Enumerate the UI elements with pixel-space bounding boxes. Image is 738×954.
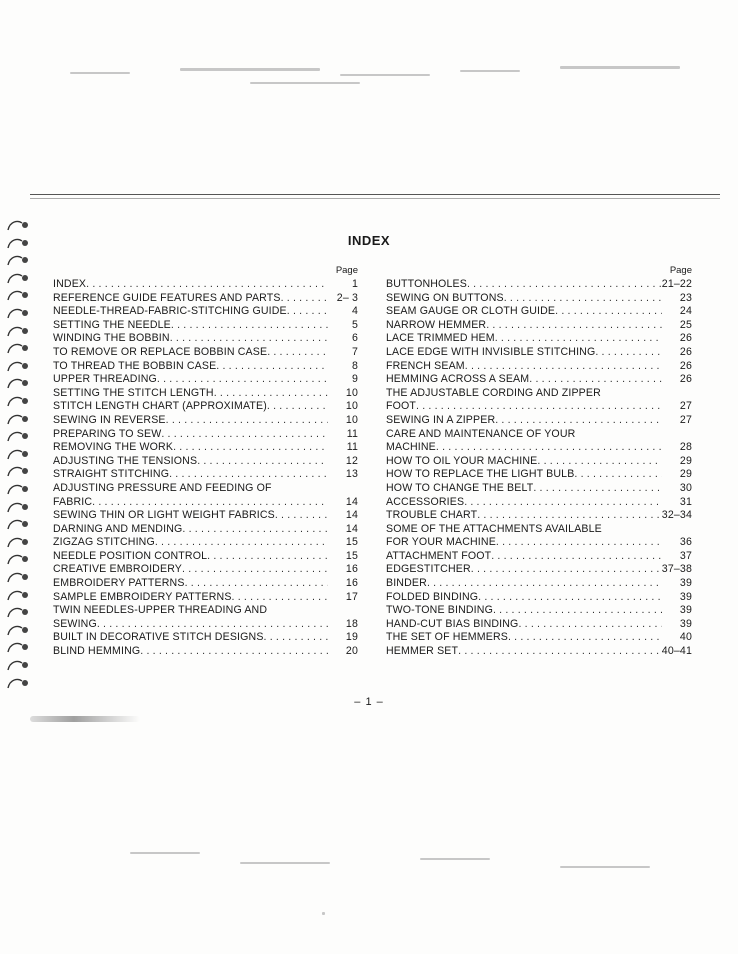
dot-leader (427, 577, 662, 591)
entry-title: UPPER THREADING (53, 373, 157, 386)
entry-title: ATTACHMENT FOOT (386, 549, 492, 562)
index-entry (53, 278, 358, 292)
index-entry (53, 428, 358, 442)
binding-coil-icon (6, 288, 32, 304)
entry-page-number: 29 (679, 454, 692, 467)
index-entry (53, 441, 358, 455)
binding-coil-icon (6, 359, 32, 375)
binding-coil-icon (6, 676, 32, 692)
entry-title: TO THREAD THE BOBBIN CASE (53, 359, 217, 372)
binding-coil-icon (6, 517, 32, 533)
dot-leader (486, 319, 662, 333)
entry-page-number: 24 (679, 305, 692, 318)
binding-coil-icon (6, 535, 32, 551)
dot-leader (496, 536, 662, 550)
index-column-right (386, 265, 692, 659)
dot-leader (155, 536, 328, 550)
dot-leader (493, 604, 662, 618)
dot-leader (166, 414, 328, 428)
entry-page-number: 16 (345, 563, 358, 576)
dot-leader (207, 550, 328, 564)
entry-page-number: 40 (679, 631, 692, 644)
binding-coil-icon (6, 271, 32, 287)
dot-leader (232, 591, 328, 605)
binding-coil-icon (6, 552, 32, 568)
index-entry (53, 631, 358, 645)
binding-coil-icon (6, 447, 32, 463)
entry-title: TO REMOVE OR REPLACE BOBBIN CASE (53, 345, 268, 358)
entry-page-number: 29 (679, 468, 692, 481)
dot-leader (529, 373, 662, 387)
page-title: INDEX (347, 233, 391, 248)
entry-page-number: 11 (346, 441, 358, 454)
entry-title: CREATIVE EMBROIDERY (53, 563, 183, 576)
dot-leader (467, 278, 662, 292)
entry-page-number: 13 (345, 468, 358, 481)
entry-title: FOLDED BINDING (386, 590, 479, 603)
entry-page-number: 40–41 (661, 645, 692, 658)
entry-page-number: 2– 3 (336, 291, 358, 304)
entry-title: BINDER (386, 577, 427, 590)
spiral-binding (6, 218, 36, 698)
entry-title: HAND-CUT BIAS BINDING (386, 617, 519, 630)
dot-leader (491, 550, 662, 564)
entry-title: WINDING THE BOBBIN (53, 332, 170, 345)
index-entry (53, 319, 358, 333)
dot-leader (465, 360, 662, 374)
entry-page-number: 9 (351, 373, 358, 386)
binding-coil-icon (6, 623, 32, 639)
index-entry (53, 523, 358, 537)
entry-page-number: 39 (679, 604, 692, 617)
index-entry (386, 373, 692, 387)
entry-title: THE ADJUSTABLE CORDING AND ZIPPER (386, 386, 601, 399)
entry-title-continued: FOOT (386, 400, 417, 413)
entry-page-number: 18 (345, 617, 358, 630)
index-entry (53, 550, 358, 564)
entry-page-number: 32–34 (661, 509, 692, 522)
index-entry (53, 455, 358, 469)
page-number-footer: – 1 – (354, 696, 384, 708)
entry-page-number: 17 (345, 590, 358, 603)
entry-title: SEAM GAUGE OR CLOTH GUIDE (386, 305, 556, 318)
page-column-header: Page (335, 265, 358, 276)
index-entry (386, 468, 692, 482)
entry-title: SEWING ON BUTTONS (386, 291, 504, 304)
dot-leader (157, 373, 328, 387)
binding-coil-icon (6, 341, 32, 357)
index-entry (53, 305, 358, 319)
binding-coil-icon (6, 588, 32, 604)
dot-leader (214, 387, 328, 401)
index-entry (53, 563, 358, 577)
entry-title: ZIGZAG STITCHING (53, 536, 155, 549)
dot-leader (436, 441, 662, 455)
dot-leader (170, 332, 328, 346)
index-entry (53, 373, 358, 387)
entry-title: NEEDLE POSITION CONTROL (53, 549, 208, 562)
dot-leader (504, 292, 662, 306)
dot-leader (171, 319, 328, 333)
entry-page-number: 20 (345, 645, 358, 658)
dot-leader (281, 292, 328, 306)
binding-coil-icon (6, 464, 32, 480)
dot-leader (267, 346, 328, 360)
entry-page-number: 39 (679, 577, 692, 590)
index-entry (53, 482, 358, 509)
entry-page-number: 21–22 (661, 278, 692, 290)
index-entry (386, 509, 692, 523)
entry-page-number: 10 (345, 400, 358, 413)
entry-page-number: 8 (351, 359, 358, 372)
index-entry (53, 360, 358, 374)
index-entry (386, 346, 692, 360)
index-entry (386, 496, 692, 510)
entry-title: ADJUSTING PRESSURE AND FEEDING OF (53, 481, 272, 494)
entry-title: NARROW HEMMER (386, 318, 487, 331)
entry-title: DARNING AND MENDING (53, 522, 183, 535)
entry-page-number: 14 (345, 522, 358, 535)
index-column-left (53, 265, 358, 659)
entry-page-number: 15 (345, 549, 358, 562)
index-entry (386, 563, 692, 577)
binding-coil-icon (6, 640, 32, 656)
dot-leader (287, 305, 328, 319)
entry-page-number: 16 (345, 577, 358, 590)
entry-page-number: 12 (345, 454, 358, 467)
index-entry (386, 591, 692, 605)
entry-title: THE SET OF HEMMERS (386, 631, 508, 644)
entry-page-number: 11 (346, 427, 358, 440)
entry-page-number: 19 (345, 631, 358, 644)
entry-page-number: 5 (351, 318, 358, 331)
index-entry (53, 332, 358, 346)
dot-leader (537, 455, 662, 469)
index-entry (386, 319, 692, 333)
index-entry (386, 631, 692, 645)
dot-leader (86, 278, 328, 292)
index-list-left (53, 278, 358, 659)
entry-title: HEMMER SET (386, 645, 459, 658)
binding-coil-icon (6, 218, 32, 234)
entry-title: TWO-TONE BINDING (386, 604, 493, 617)
index-entry (386, 645, 692, 659)
entry-title: HOW TO OIL YOUR MACHINE (386, 454, 538, 467)
dot-leader (518, 618, 662, 632)
entry-page-number: 10 (345, 413, 358, 426)
entry-title: LACE TRIMMED HEM (386, 332, 495, 345)
entry-title: TWIN NEEDLES-UPPER THREADING AND (53, 604, 268, 617)
binding-coil-icon (6, 658, 32, 674)
dot-leader (477, 509, 662, 523)
binding-coil-icon (6, 429, 32, 445)
entry-page-number: 39 (679, 617, 692, 630)
entry-title: SETTING THE NEEDLE (53, 318, 171, 331)
dot-leader (185, 577, 328, 591)
index-entry (386, 482, 692, 496)
index-entry (53, 536, 358, 550)
dot-leader (182, 523, 328, 537)
entry-title: INDEX (53, 278, 87, 290)
entry-title: SETTING THE STITCH LENGTH (53, 386, 214, 399)
page-column-header: Page (669, 265, 692, 276)
entry-page-number: 1 (351, 278, 358, 290)
entry-title-continued: FOR YOUR MACHINE (386, 536, 496, 549)
entry-title: BLIND HEMMING (53, 645, 141, 658)
entry-title: CARE AND MAINTENANCE OF YOUR (386, 427, 576, 440)
index-entry (53, 591, 358, 605)
index-entry (386, 523, 692, 550)
entry-page-number: 14 (345, 509, 358, 522)
entry-title: NEEDLE-THREAD-FABRIC-STITCHING GUIDE (53, 305, 287, 318)
dot-leader (471, 563, 662, 577)
dot-leader (267, 400, 328, 414)
entry-page-number: 26 (679, 373, 692, 386)
index-entry (386, 332, 692, 346)
dot-leader (216, 360, 328, 374)
entry-page-number: 27 (679, 413, 692, 426)
dot-leader (182, 563, 328, 577)
entry-title: ACCESSORIES (386, 495, 465, 508)
entry-page-number: 39 (679, 590, 692, 603)
entry-page-number: 30 (679, 481, 692, 494)
binding-coil-icon (6, 570, 32, 586)
dot-leader (533, 482, 662, 496)
dot-leader (458, 645, 662, 659)
dot-leader (264, 631, 328, 645)
binding-coil-icon (6, 376, 32, 392)
entry-title: REMOVING THE WORK (53, 441, 174, 454)
index-entry (386, 428, 692, 455)
entry-page-number: 14 (345, 495, 358, 508)
entry-title: SEWING IN REVERSE (53, 413, 166, 426)
entry-title: EMBROIDERY PATTERNS (53, 577, 185, 590)
entry-title: SEWING IN A ZIPPER (386, 413, 496, 426)
entry-title: SAMPLE EMBROIDERY PATTERNS (53, 590, 232, 603)
index-entry (386, 455, 692, 469)
entry-title: PREPARING TO SEW (53, 427, 162, 440)
binding-coil-icon (6, 412, 32, 428)
dot-leader (140, 645, 328, 659)
entry-page-number: 15 (345, 536, 358, 549)
index-entry (386, 618, 692, 632)
dot-leader (169, 468, 328, 482)
entry-page-number: 31 (679, 495, 692, 508)
entry-title: LACE EDGE WITH INVISIBLE STITCHING (386, 345, 596, 358)
dot-leader (416, 400, 662, 414)
entry-page-number: 25 (679, 318, 692, 331)
entry-title: HOW TO REPLACE THE LIGHT BULB (386, 468, 575, 481)
entry-title: STRAIGHT STITCHING (53, 468, 170, 481)
index-list-right (386, 278, 692, 659)
binding-coil-icon (6, 324, 32, 340)
index-entry (53, 645, 358, 659)
index-entry (53, 468, 358, 482)
binding-coil-icon (6, 394, 32, 410)
binding-coil-icon (6, 500, 32, 516)
entry-page-number: 28 (679, 441, 692, 454)
entry-title: BUTTONHOLES (386, 278, 467, 290)
index-entry (53, 577, 358, 591)
binding-coil-icon (6, 605, 32, 621)
entry-page-number: 26 (679, 345, 692, 358)
index-entry (53, 346, 358, 360)
index-entry (386, 360, 692, 374)
dot-leader (508, 631, 662, 645)
dot-leader (97, 618, 328, 632)
entry-page-number: 37–38 (661, 563, 692, 576)
index-entry (53, 509, 358, 523)
scan-smudge (30, 716, 140, 722)
entry-title: TROUBLE CHART (386, 509, 478, 522)
index-entry (386, 577, 692, 591)
entry-page-number: 26 (679, 359, 692, 372)
dot-leader (595, 346, 662, 360)
index-entry (386, 550, 692, 564)
index-entry (386, 305, 692, 319)
dot-leader (197, 455, 328, 469)
dot-leader (275, 509, 328, 523)
dot-leader (495, 414, 662, 428)
dot-leader (555, 305, 662, 319)
dot-leader (478, 591, 662, 605)
index-entry (53, 604, 358, 631)
index-entry (53, 292, 358, 306)
entry-page-number: 37 (679, 549, 692, 562)
index-entry (53, 400, 358, 414)
dot-leader (495, 332, 662, 346)
entry-page-number: 7 (351, 345, 358, 358)
index-entry (386, 292, 692, 306)
entry-title: STITCH LENGTH CHART (APPROXIMATE) (53, 400, 267, 413)
entry-page-number: 6 (351, 332, 358, 345)
entry-page-number: 26 (679, 332, 692, 345)
entry-title-continued: FABRIC (53, 495, 93, 508)
entry-title: SEWING THIN OR LIGHT WEIGHT FABRICS (53, 509, 275, 522)
dot-leader (464, 496, 662, 510)
index-entry (386, 387, 692, 414)
index-entry (386, 604, 692, 618)
dot-leader (161, 428, 328, 442)
index-entry (386, 278, 692, 292)
entry-page-number: 4 (351, 305, 358, 318)
entry-title: HOW TO CHANGE THE BELT (386, 481, 534, 494)
entry-page-number: 23 (679, 291, 692, 304)
entry-title: REFERENCE GUIDE FEATURES AND PARTS (53, 291, 281, 304)
dot-leader (574, 468, 662, 482)
index-entry (53, 387, 358, 401)
entry-title: FRENCH SEAM (386, 359, 465, 372)
header-rule-secondary (30, 198, 720, 199)
binding-coil-icon (6, 482, 32, 498)
entry-title: HEMMING ACROSS A SEAM (386, 373, 530, 386)
entry-page-number: 10 (345, 386, 358, 399)
dot-leader (173, 441, 328, 455)
index-entry (386, 414, 692, 428)
entry-page-number: 27 (679, 400, 692, 413)
dot-leader (92, 496, 328, 510)
entry-title: ADJUSTING THE TENSIONS (53, 454, 198, 467)
binding-coil-icon (6, 253, 32, 269)
index-entry (53, 414, 358, 428)
entry-page-number: 36 (679, 536, 692, 549)
entry-title: SOME OF THE ATTACHMENTS AVAILABLE (386, 522, 602, 535)
header-rule (30, 194, 720, 195)
entry-title: BUILT IN DECORATIVE STITCH DESIGNS (53, 631, 264, 644)
entry-title-continued: SEWING (53, 617, 97, 630)
binding-coil-icon (6, 306, 32, 322)
entry-title-continued: MACHINE (386, 441, 436, 454)
entry-title: EDGESTITCHER (386, 563, 471, 576)
